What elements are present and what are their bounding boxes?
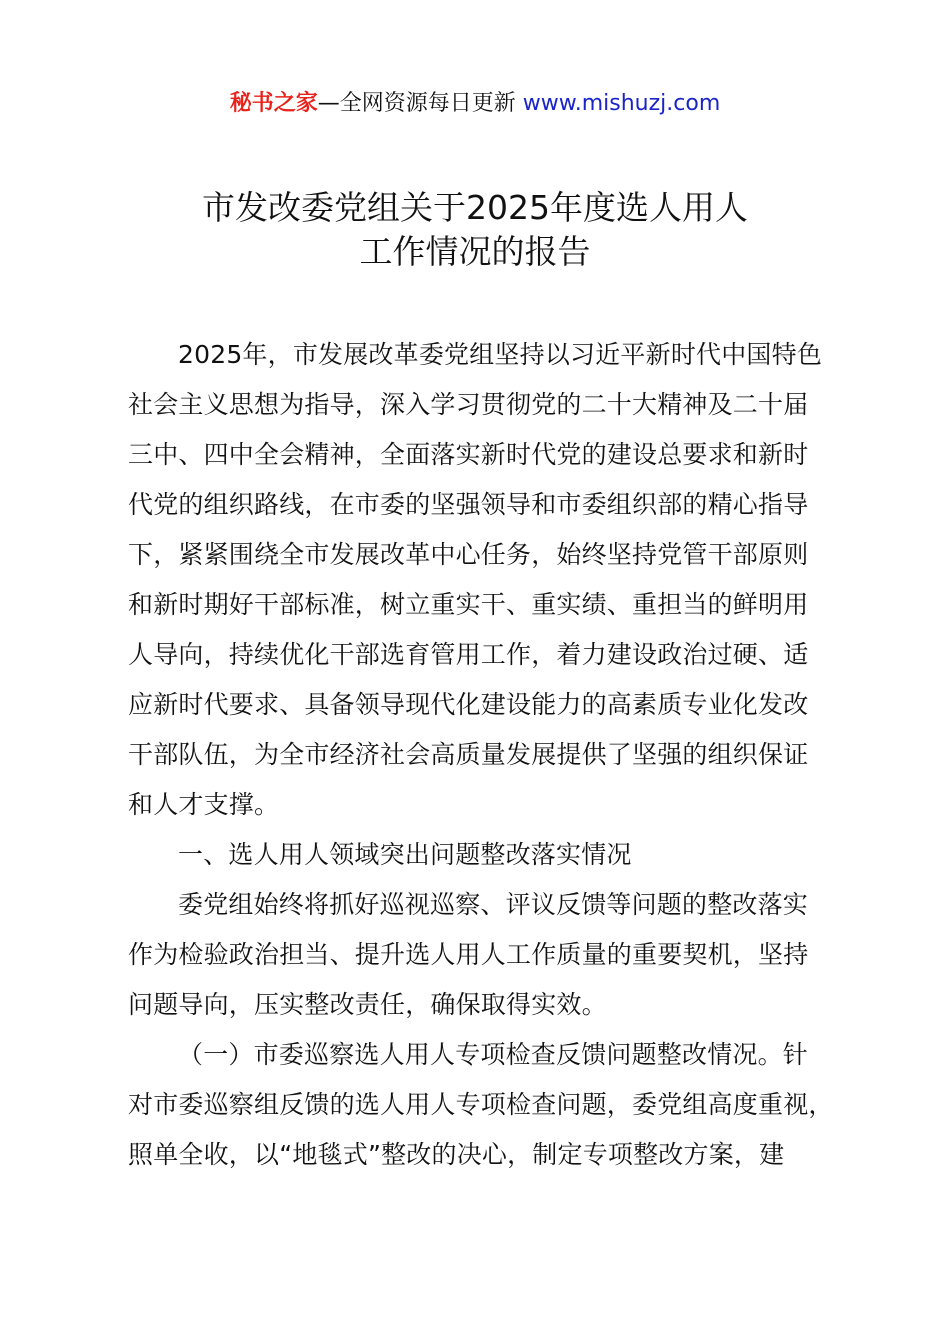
body-line: 社会主义思想为指导，深入学习贯彻党的二十大精神及二十届 (128, 390, 809, 419)
body-line: 和新时期好干部标准，树立重实干、重实绩、重担当的鲜明用 (128, 590, 809, 619)
body-line: 2025年，市发展改革委党组坚持以习近平新时代中国特色 (178, 340, 823, 369)
section-heading: 一、选人用人领域突出问题整改落实情况 (178, 840, 632, 869)
document-title (0, 186, 950, 274)
body-line: 三中、四中全会精神，全面落实新时代党的建设总要求和新时 (128, 440, 809, 469)
subsection-line: （一）市委巡察选人用人专项检查反馈问题整改情况。针 (178, 1040, 809, 1069)
body-line: 和人才支撑。 (128, 790, 280, 819)
site-url-link[interactable]: www.mishuzj.com (522, 91, 721, 116)
site-header (0, 88, 950, 120)
body-line: 人导向，持续优化干部选育管用工作，着力建设政治过硬、适 (128, 640, 809, 669)
title-line-1: 市发改委党组关于2025年度选人用人 (202, 188, 748, 227)
body-line: 应新时代要求、具备领导现代化建设能力的高素质专业化发改 (128, 690, 809, 719)
body-line: 对市委巡察组反馈的选人用人专项检查问题，委党组高度重视， (128, 1090, 834, 1119)
brand-name: 秘书之家 (229, 91, 318, 116)
body-line: 干部队伍，为全市经济社会高质量发展提供了坚强的组织保证 (128, 740, 809, 769)
body-line: 委党组始终将抓好巡视巡察、评议反馈等问题的整改落实 (178, 890, 809, 919)
body-line: 代党的组织路线，在市委的坚强领导和市委组织部的精心指导 (128, 490, 809, 519)
document-body (128, 330, 854, 1180)
body-line: 照单全收，以“地毯式”整改的决心，制定专项整改方案，建 (128, 1140, 785, 1169)
body-line: 问题导向，压实整改责任，确保取得实效。 (128, 990, 607, 1019)
body-line: 下，紧紧围绕全市发展改革中心任务，始终坚持党管干部原则 (128, 540, 809, 569)
title-line-2: 工作情况的报告 (359, 232, 591, 271)
header-tagline: —全网资源每日更新 (317, 91, 523, 116)
body-line: 作为检验政治担当、提升选人用人工作质量的重要契机，坚持 (128, 940, 809, 969)
